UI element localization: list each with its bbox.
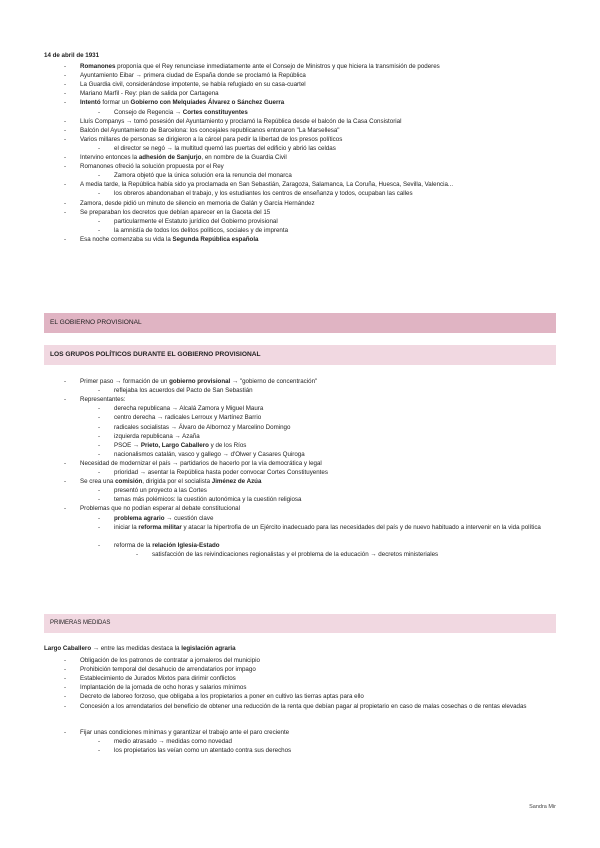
list-item (80, 703, 556, 711)
text-run: Ayuntamiento Eibar → primera ciudad de España donde se proclamó la República (80, 72, 306, 80)
text-run: Fijar unas condiciones mínimas y garantizar el trabajo ante el paro creciente (80, 728, 290, 736)
text-run: Necesidad de modernizar el país → partidarios de hacerlo por la vía democrática y legal (80, 459, 322, 467)
text-run: izquierda republicana → Azaña (114, 432, 200, 440)
text-run: los propietarios las veían como un atentado contra sus derechos (114, 746, 292, 754)
list-item (114, 227, 288, 235)
text-run: problema agrario (114, 514, 165, 522)
text-run: relación Iglesia-Estado (152, 541, 220, 549)
bullet-dash: - (98, 737, 101, 745)
list-item (80, 154, 287, 162)
bullet-dash: - (64, 63, 67, 70)
list-item (114, 524, 556, 532)
list-item (80, 675, 236, 683)
list-item (114, 451, 305, 459)
list-item (80, 127, 340, 135)
list-item (114, 442, 246, 450)
bullet-dash: - (64, 478, 67, 486)
bullet-dash: - (64, 693, 67, 701)
list-item (114, 542, 220, 550)
bullet-dash: - (64, 163, 67, 171)
list-item (114, 414, 261, 422)
text-run: A media tarde, la República había sido ya proclamada en San Sebastián, Zaragoza, Salamanca, La Coruña, Huesca, Sevilla, Valencia... (80, 181, 454, 189)
bullet-dash: - (98, 514, 101, 522)
text-run: Romanones (80, 63, 116, 70)
band-gobierno-provisional (44, 313, 556, 333)
text-run: medio atrasado → medidas como novedad (114, 737, 232, 745)
bullet-dash: - (98, 441, 101, 449)
bullet-dash: - (98, 432, 101, 440)
bullet-dash: - (98, 226, 101, 234)
text-run: Balcón del Ayuntamiento de Barcelona: los concejales republicanos entonaron "La Marsellesa" (80, 126, 340, 134)
text-run: Implantación de la jornada de ocho horas y salarios mínimos (80, 684, 247, 692)
bullet-dash: - (64, 235, 67, 243)
list-item (80, 163, 224, 171)
bullet-dash: - (98, 414, 101, 422)
bullet-dash: - (64, 702, 67, 710)
list-item (114, 405, 263, 413)
text-run: reforma de la (114, 541, 153, 549)
list-item (80, 209, 270, 217)
text-run: legislación agraria (181, 645, 236, 652)
text-run: → cuestión clave (164, 514, 214, 522)
bullet-dash: - (98, 746, 101, 754)
list-item (114, 747, 291, 755)
list-item (80, 118, 401, 126)
list-item (114, 433, 200, 441)
text-run: la amnistía de todos los delitos políticos, sociales y de imprenta (114, 226, 289, 234)
bullet-dash: - (98, 190, 101, 198)
text-run: iniciar la (114, 523, 139, 531)
list-item (80, 181, 453, 189)
bullet-dash: - (98, 387, 101, 395)
text-run: Lluís Companys → tomó posesión del Ayuntamiento y proclamó la República desde el balcón de la Casa Consistorial (80, 117, 402, 125)
text-run: Gobierno con Melquíades Álvarez o Sánchez Guerra (130, 99, 285, 107)
list-item (114, 424, 290, 432)
list-item (114, 738, 232, 746)
text-run: Jiménez de Azúa (211, 478, 262, 486)
list-item (80, 72, 306, 80)
text-run: Esa noche comenzaba su vida la (80, 235, 173, 243)
list-item (80, 693, 364, 701)
bullet-dash: - (98, 423, 101, 431)
text-run: La Guardia civil, considerándose impotente, se había refugiado en su casa-cuartel (80, 81, 306, 89)
text-run: temas más polémicos: la cuestión autonómica y la cuestión religiosa (114, 496, 302, 504)
text-run: Romanones ofreció la solución propuesta por el Rey (80, 163, 224, 171)
text-run: satisfacción de las reivindicaciones regionalistas y el problema de la educación → decretos ministeriales (152, 550, 439, 558)
list-item (80, 99, 284, 107)
footer-author: Sandra Mir (529, 804, 556, 810)
text-run: y atacar la hipertrofia de un Ejército inadecuado para las necesidades del país y de nuevo habituado a intervenir en la vida política (181, 523, 541, 531)
text-run: el director se negó → la multitud quemó las puertas del edificio y abrió las celdas (114, 144, 336, 152)
list-item (114, 469, 328, 477)
bullet-dash: - (64, 81, 67, 89)
text-run: derecha republicana → Alcalá Zamora y Miguel Maura (114, 405, 264, 413)
bullet-dash: - (98, 541, 101, 549)
text-run: Segunda República española (172, 235, 259, 243)
list-item (80, 81, 306, 89)
text-run: Prohibición temporal del desahucio de arrendatarios por impago (80, 666, 256, 674)
text-run: , en nombre de la Guardia Civil (201, 154, 287, 161)
text-run: Decreto de laboreo forzoso, que obligaba a los propietarios a poner en cultivo las tierras aptas para ello (80, 693, 364, 701)
band-primeras-medidas (44, 614, 556, 633)
text-run: PSOE → (114, 441, 141, 449)
text-run: Prieto, Largo Caballero (140, 441, 209, 449)
text-run: Se preparaban los decretos que debían aparecer en la Gaceta del 15 (80, 208, 271, 216)
text-run: reforma militar (138, 523, 182, 531)
list-item (80, 729, 289, 737)
text-run: Consejo de Regencia → (114, 108, 183, 116)
band-gobierno-provisional-title: EL GOBIERNO PROVISIONAL (50, 319, 142, 326)
text-run: centro derecha → radicales Lerroux y Martínez Barrio (114, 414, 262, 422)
text-run: Representantes: (80, 396, 126, 404)
text-run: Problemas que no podían esperar al debate constitucional (80, 505, 240, 513)
list-item (152, 551, 438, 559)
list-item (80, 90, 219, 98)
list-item (114, 515, 213, 523)
bullet-dash: - (64, 675, 67, 683)
bullet-dash: - (64, 684, 67, 692)
text-run: Varios millares de personas se dirigieron a la cárcel para pedir la libertad de los presos políticos (80, 135, 343, 143)
text-run: presentó un proyecto a las Cortes (114, 487, 207, 495)
list-item (114, 487, 207, 495)
band-grupos-politicos-title: LOS GRUPOS POLÍTICOS DURANTE EL GOBIERNO PROVISIONAL (50, 351, 261, 358)
list-item (114, 109, 248, 117)
bullet-dash: - (136, 550, 139, 558)
text-run: gobierno provisional (169, 378, 231, 385)
bullet-dash: - (98, 108, 101, 116)
text-run: Largo Caballero (44, 645, 92, 652)
list-item (80, 478, 261, 486)
list-item (80, 378, 317, 386)
list-item (80, 136, 342, 144)
text-run: Obligación de los patronos de contratar a jornaleros del municipio (80, 657, 260, 664)
text-run: Se crea una (80, 478, 116, 486)
list-item (114, 496, 301, 504)
text-run: Establecimiento de Jurados Mixtos para dirimir conflictos (80, 675, 236, 683)
bullet-dash: - (64, 72, 67, 80)
bullet-dash: - (64, 99, 67, 107)
list-item (80, 657, 260, 665)
list-item (80, 460, 322, 468)
bullet-dash: - (98, 469, 101, 476)
text-run: Mariano Marfil - Rey: plan de salida por Cartagena (80, 90, 219, 98)
lead-largo-caballero (44, 645, 236, 653)
bullet-dash: - (64, 199, 67, 207)
bullet-dash: - (64, 135, 67, 143)
list-item (80, 666, 256, 674)
text-run: adhesión de Sanjurjo (138, 154, 202, 161)
bullet-dash: - (64, 117, 67, 125)
text-run: Primer paso → formación de un (80, 378, 170, 385)
text-run: comisión (115, 478, 143, 486)
bullet-dash: - (64, 181, 67, 189)
text-run: y de los Ríos (208, 441, 247, 449)
text-run: Intervino entonces la (80, 154, 139, 161)
list-item (114, 218, 278, 226)
bullet-dash: - (98, 217, 101, 225)
text-run: Intentó (80, 99, 101, 107)
text-run: → entre las medidas destaca la (91, 645, 182, 652)
bullet-dash: - (64, 208, 67, 216)
bullet-dash: - (64, 126, 67, 134)
text-run: Concesión a los arrendatarios del beneficio de obtener una reducción de la renta que debían pagar al propietario en caso de malas cosechas o de rentas elevadas (80, 702, 527, 710)
list-item (114, 172, 292, 180)
bullet-dash: - (64, 505, 67, 513)
text-run: nacionalismos catalán, vasco y gallego → d'Olwer y Casares Quiroga (114, 450, 305, 458)
text-run: formar un (100, 99, 131, 107)
text-run: → "gobierno de concentración" (230, 378, 318, 385)
bullet-dash: - (98, 405, 101, 413)
text-run: particularmente el Estatuto jurídico del Gobierno provisional (114, 217, 278, 225)
bullet-dash: - (98, 487, 101, 495)
list-item (80, 236, 259, 244)
bullet-dash: - (64, 90, 67, 98)
bullet-dash: - (98, 144, 101, 152)
band-primeras-medidas-title: PRIMERAS MEDIDAS (50, 620, 111, 626)
text-run: Cortes constituyentes (182, 108, 248, 116)
text-run: prioridad → asentar la República hasta poder convocar Cortes Constituyentes (114, 469, 328, 476)
text-run: radicales socialistas → Álvaro de Albornoz y Marcelino Domingo (114, 423, 291, 431)
list-item (114, 190, 413, 198)
bullet-dash: - (64, 666, 67, 674)
bullet-dash: - (64, 154, 67, 161)
text-run: Zamora objetó que la única solución era la renuncia del monarca (114, 172, 292, 180)
list-item (80, 63, 440, 71)
text-run: los obreros abandonaban el trabajo, y los estudiantes los centros de enseñanza y todos, ocupaban las calles (114, 190, 413, 198)
bullet-dash: - (98, 496, 101, 504)
list-item (80, 505, 240, 513)
bullet-dash: - (64, 657, 67, 664)
band-grupos-politicos (44, 345, 556, 365)
list-item (114, 387, 253, 395)
bullet-dash: - (64, 459, 67, 467)
bullet-dash: - (64, 378, 67, 385)
text-run: Zamora, desde pidió un minuto de silencio en memoria de Galán y García Hernández (80, 199, 315, 207)
bullet-dash: - (98, 172, 101, 180)
bullet-dash: - (64, 396, 67, 404)
date-heading: 14 de abril de 1931 (44, 52, 100, 59)
bullet-dash: - (98, 450, 101, 458)
text-run: , dirigida por el socialista (142, 478, 212, 486)
text-run: proponía que el Rey renunciase inmediatamente ante el Consejo de Ministros y que hiciera la transmisión de poderes (115, 63, 440, 70)
list-item (80, 684, 246, 692)
list-item (80, 200, 315, 208)
bullet-dash: - (98, 523, 101, 531)
list-item (114, 145, 336, 153)
text-run: reflejaba los acuerdos del Pacto de San Sebastián (114, 387, 253, 395)
list-item (80, 396, 125, 404)
bullet-dash: - (64, 728, 67, 736)
